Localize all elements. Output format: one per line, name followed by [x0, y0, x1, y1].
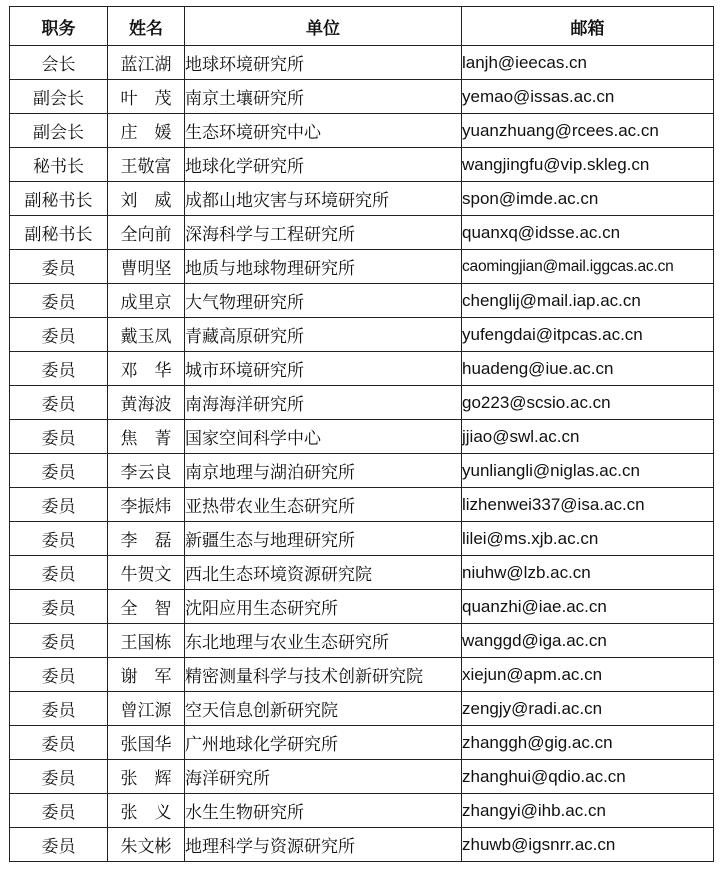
- role-cell: 委员: [10, 828, 108, 862]
- unit-cell: 亚热带农业生态研究所: [185, 488, 462, 522]
- email-cell: yemao@issas.ac.cn: [462, 80, 714, 114]
- unit-cell: 成都山地灾害与环境研究所: [185, 182, 462, 216]
- name-cell: 蓝江湖: [108, 46, 185, 80]
- unit-cell: 新疆生态与地理研究所: [185, 522, 462, 556]
- role-cell: 委员: [10, 522, 108, 556]
- header-role: 职务: [10, 7, 108, 46]
- unit-cell: 水生生物研究所: [185, 794, 462, 828]
- table-row: [10, 454, 714, 488]
- email-cell: lizhenwei337@isa.ac.cn: [462, 488, 714, 522]
- email-cell: zhuwb@igsnrr.ac.cn: [462, 828, 714, 862]
- role-cell: 委员: [10, 726, 108, 760]
- unit-cell: 深海科学与工程研究所: [185, 216, 462, 250]
- name-cell: 李 磊: [108, 522, 185, 556]
- unit-cell: 生态环境研究中心: [185, 114, 462, 148]
- table-row: [10, 420, 714, 454]
- unit-cell: 精密测量科学与技术创新研究院: [185, 658, 462, 692]
- table-row: [10, 216, 714, 250]
- header-row: [10, 7, 714, 46]
- email-cell: lanjh@ieecas.cn: [462, 46, 714, 80]
- table-row: [10, 658, 714, 692]
- unit-cell: 南京土壤研究所: [185, 80, 462, 114]
- unit-cell: 地理科学与资源研究所: [185, 828, 462, 862]
- role-cell: 委员: [10, 692, 108, 726]
- role-cell: 委员: [10, 454, 108, 488]
- table-row: [10, 794, 714, 828]
- role-cell: 委员: [10, 590, 108, 624]
- role-cell: 副秘书长: [10, 182, 108, 216]
- table-row: [10, 114, 714, 148]
- name-cell: 庄 媛: [108, 114, 185, 148]
- role-cell: 委员: [10, 420, 108, 454]
- role-cell: 会长: [10, 46, 108, 80]
- unit-cell: 沈阳应用生态研究所: [185, 590, 462, 624]
- email-cell: niuhw@lzb.ac.cn: [462, 556, 714, 590]
- table-row: [10, 284, 714, 318]
- name-cell: 焦 菁: [108, 420, 185, 454]
- name-cell: 邓 华: [108, 352, 185, 386]
- name-cell: 黄海波: [108, 386, 185, 420]
- table-row: [10, 182, 714, 216]
- name-cell: 张 义: [108, 794, 185, 828]
- table-row: [10, 80, 714, 114]
- unit-cell: 城市环境研究所: [185, 352, 462, 386]
- unit-cell: 地球环境研究所: [185, 46, 462, 80]
- name-cell: 刘 威: [108, 182, 185, 216]
- name-cell: 全向前: [108, 216, 185, 250]
- name-cell: 戴玉凤: [108, 318, 185, 352]
- header-unit: 单位: [185, 7, 462, 46]
- unit-cell: 海洋研究所: [185, 760, 462, 794]
- unit-cell: 青藏高原研究所: [185, 318, 462, 352]
- table-row: [10, 828, 714, 862]
- name-cell: 叶 茂: [108, 80, 185, 114]
- email-cell: spon@imde.ac.cn: [462, 182, 714, 216]
- unit-cell: 国家空间科学中心: [185, 420, 462, 454]
- unit-cell: 南京地理与湖泊研究所: [185, 454, 462, 488]
- name-cell: 张国华: [108, 726, 185, 760]
- email-cell: huadeng@iue.ac.cn: [462, 352, 714, 386]
- table-row: [10, 624, 714, 658]
- table-row: [10, 692, 714, 726]
- email-cell: zhanghui@qdio.ac.cn: [462, 760, 714, 794]
- name-cell: 李振炜: [108, 488, 185, 522]
- header-name: 姓名: [108, 7, 185, 46]
- committee-table: [9, 6, 714, 862]
- unit-cell: 广州地球化学研究所: [185, 726, 462, 760]
- table-body: [10, 46, 714, 862]
- table-row: [10, 148, 714, 182]
- table-row: [10, 556, 714, 590]
- name-cell: 牛贺文: [108, 556, 185, 590]
- table-row: [10, 46, 714, 80]
- role-cell: 委员: [10, 624, 108, 658]
- email-cell: caomingjian@mail.iggcas.ac.cn: [462, 250, 714, 284]
- name-cell: 王敬富: [108, 148, 185, 182]
- table-row: [10, 318, 714, 352]
- name-cell: 谢 军: [108, 658, 185, 692]
- table-row: [10, 386, 714, 420]
- table-row: [10, 522, 714, 556]
- email-cell: zhanggh@gig.ac.cn: [462, 726, 714, 760]
- name-cell: 全 智: [108, 590, 185, 624]
- role-cell: 副秘书长: [10, 216, 108, 250]
- role-cell: 委员: [10, 658, 108, 692]
- email-cell: yufengdai@itpcas.ac.cn: [462, 318, 714, 352]
- role-cell: 秘书长: [10, 148, 108, 182]
- email-cell: wanggd@iga.ac.cn: [462, 624, 714, 658]
- email-cell: yuanzhuang@rcees.ac.cn: [462, 114, 714, 148]
- role-cell: 委员: [10, 386, 108, 420]
- email-cell: xiejun@apm.ac.cn: [462, 658, 714, 692]
- role-cell: 委员: [10, 794, 108, 828]
- unit-cell: 西北生态环境资源研究院: [185, 556, 462, 590]
- table-row: [10, 250, 714, 284]
- role-cell: 委员: [10, 250, 108, 284]
- name-cell: 王国栋: [108, 624, 185, 658]
- role-cell: 委员: [10, 352, 108, 386]
- email-cell: chenglij@mail.iap.ac.cn: [462, 284, 714, 318]
- name-cell: 李云良: [108, 454, 185, 488]
- email-cell: jjiao@swl.ac.cn: [462, 420, 714, 454]
- email-cell: yunliangli@niglas.ac.cn: [462, 454, 714, 488]
- name-cell: 成里京: [108, 284, 185, 318]
- table-row: [10, 352, 714, 386]
- role-cell: 副会长: [10, 80, 108, 114]
- table-row: [10, 488, 714, 522]
- unit-cell: 空天信息创新研究院: [185, 692, 462, 726]
- table-row: [10, 760, 714, 794]
- table-row: [10, 590, 714, 624]
- role-cell: 委员: [10, 556, 108, 590]
- unit-cell: 地球化学研究所: [185, 148, 462, 182]
- unit-cell: 地质与地球物理研究所: [185, 250, 462, 284]
- name-cell: 朱文彬: [108, 828, 185, 862]
- email-cell: quanzhi@iae.ac.cn: [462, 590, 714, 624]
- name-cell: 曾江源: [108, 692, 185, 726]
- role-cell: 委员: [10, 318, 108, 352]
- email-cell: wangjingfu@vip.skleg.cn: [462, 148, 714, 182]
- email-cell: zhangyi@ihb.ac.cn: [462, 794, 714, 828]
- role-cell: 委员: [10, 488, 108, 522]
- role-cell: 委员: [10, 760, 108, 794]
- email-cell: go223@scsio.ac.cn: [462, 386, 714, 420]
- email-cell: lilei@ms.xjb.ac.cn: [462, 522, 714, 556]
- role-cell: 委员: [10, 284, 108, 318]
- unit-cell: 东北地理与农业生态研究所: [185, 624, 462, 658]
- email-cell: zengjy@radi.ac.cn: [462, 692, 714, 726]
- name-cell: 张 辉: [108, 760, 185, 794]
- role-cell: 副会长: [10, 114, 108, 148]
- unit-cell: 大气物理研究所: [185, 284, 462, 318]
- name-cell: 曹明坚: [108, 250, 185, 284]
- table-row: [10, 726, 714, 760]
- email-cell: quanxq@idsse.ac.cn: [462, 216, 714, 250]
- header-email: 邮箱: [462, 7, 714, 46]
- unit-cell: 南海海洋研究所: [185, 386, 462, 420]
